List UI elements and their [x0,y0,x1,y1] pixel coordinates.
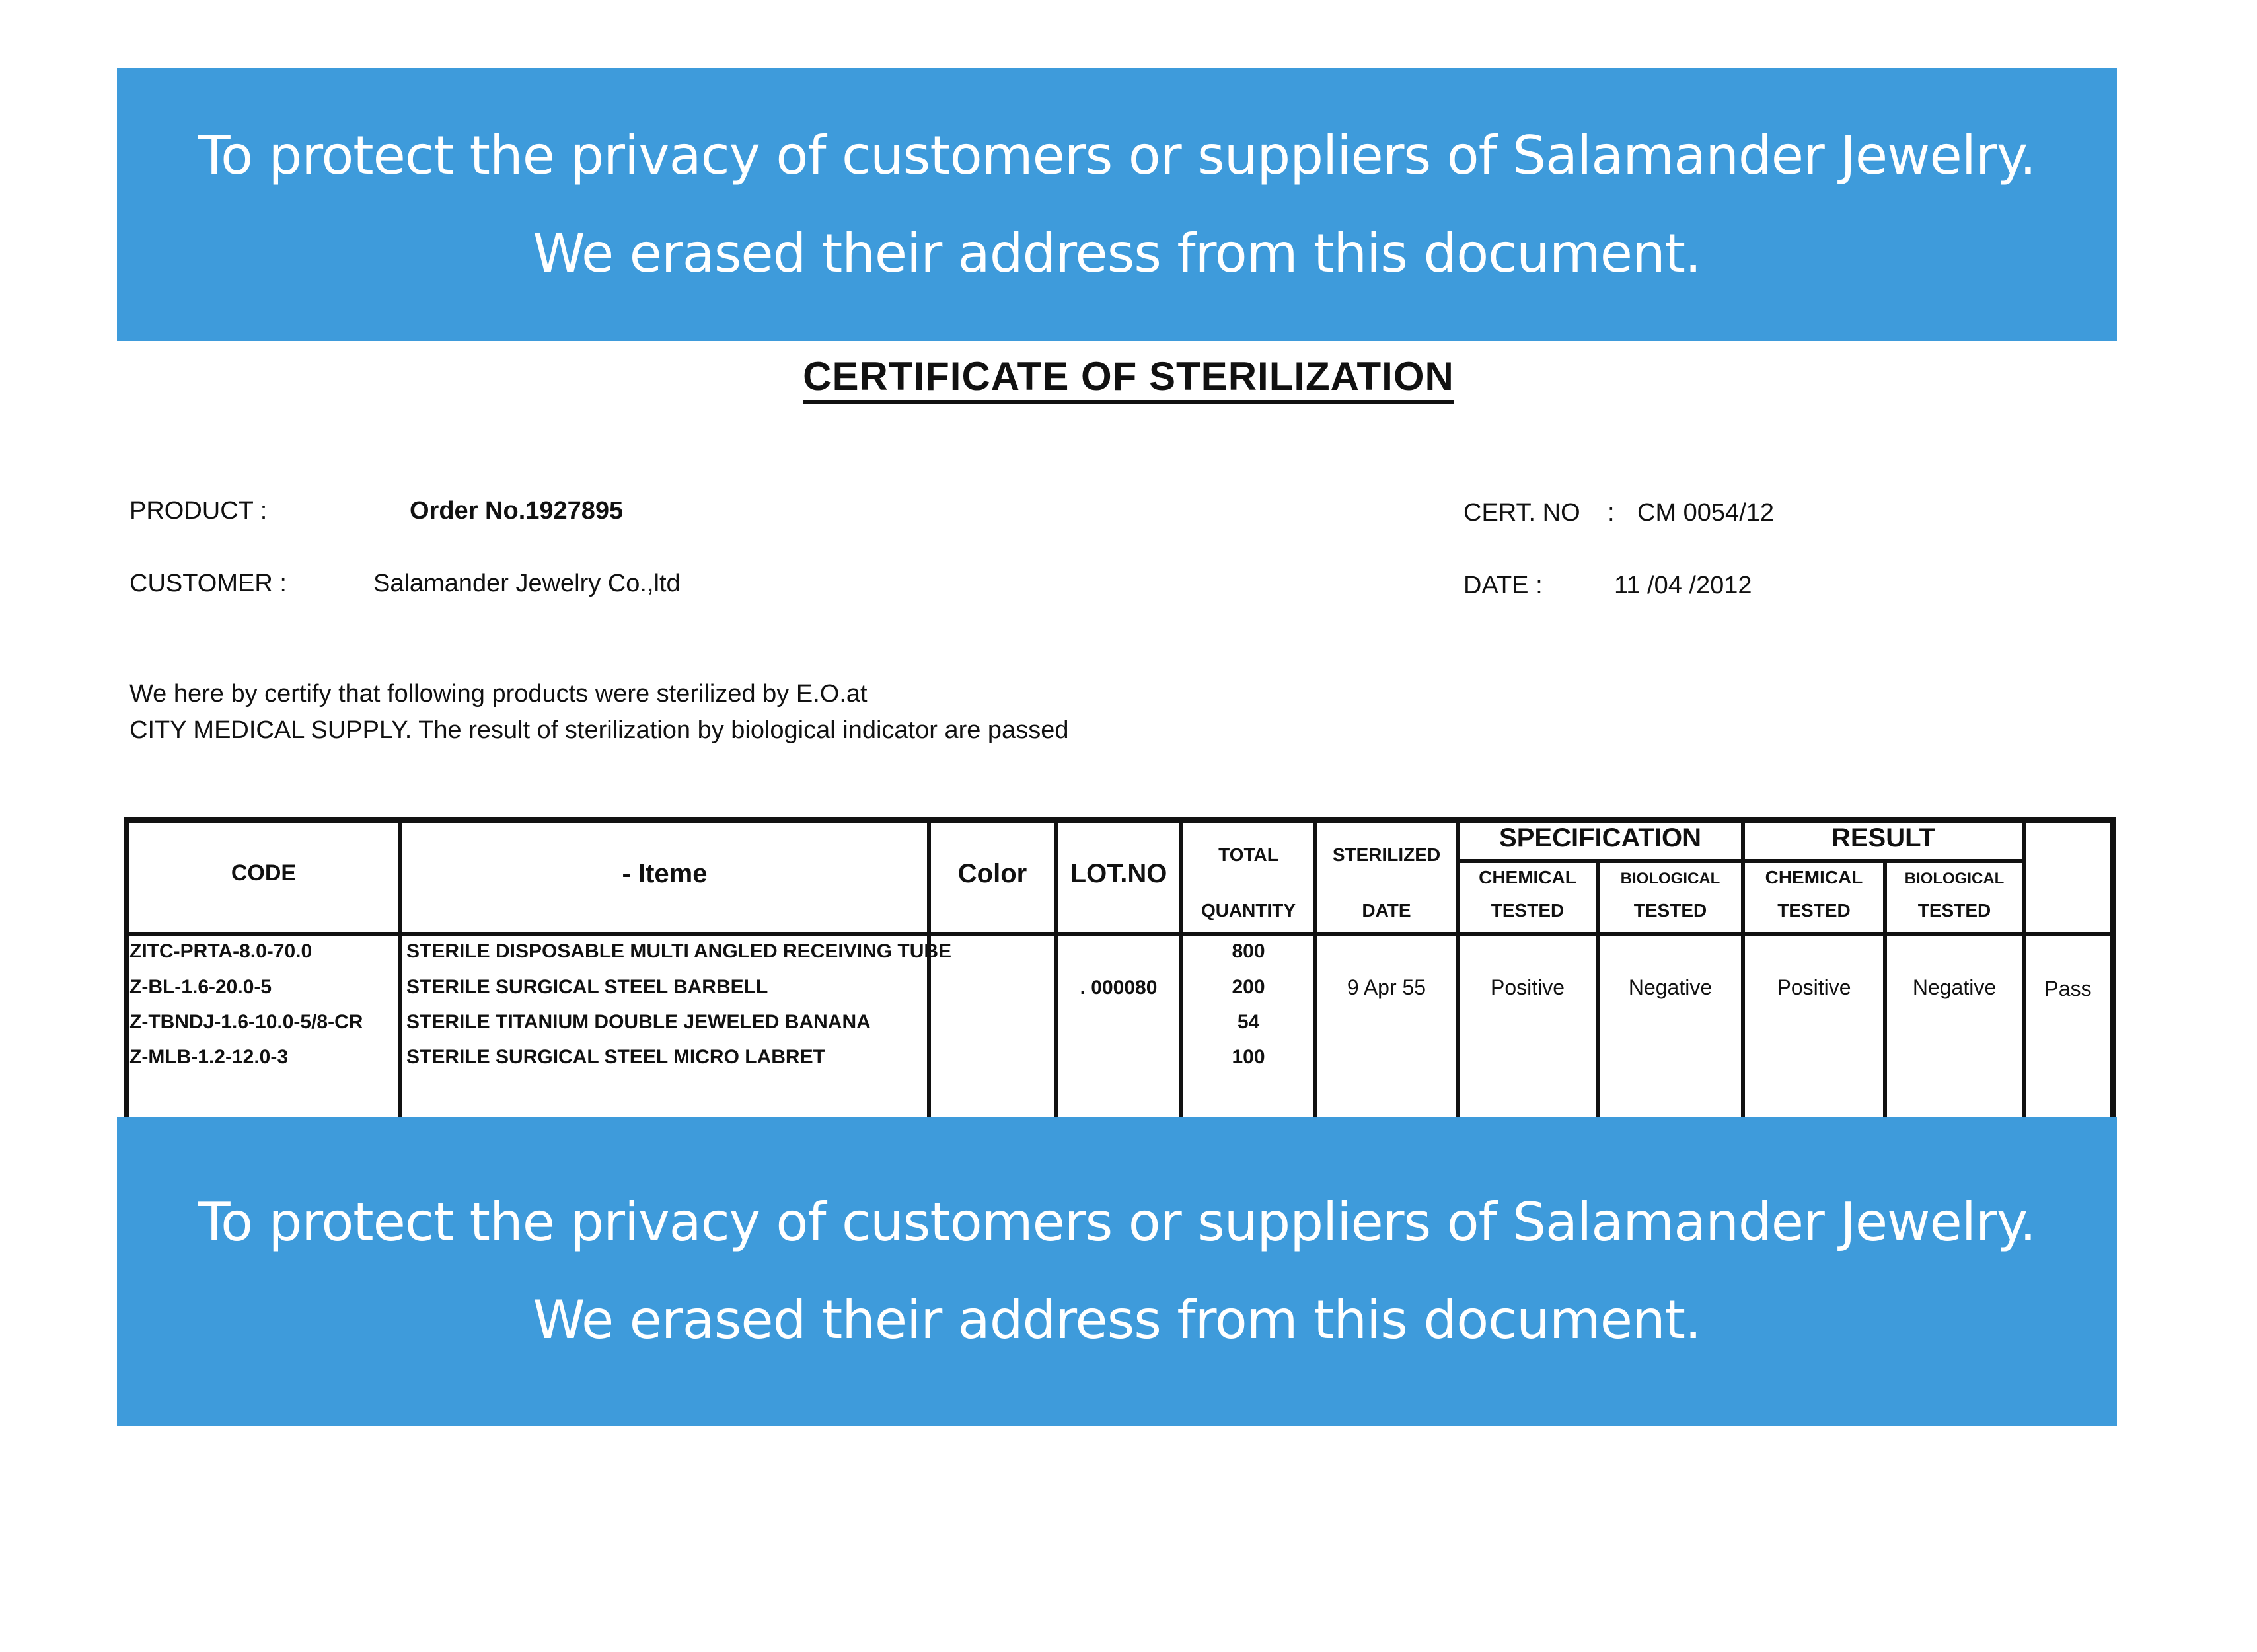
header-code: CODE [231,860,297,885]
customer-value: Salamander Jewelry Co.,ltd [373,570,681,597]
result-chemical-value: Positive [1777,975,1851,999]
header-date: DATE [1362,900,1411,920]
row-code: Z-TBNDJ-1.6-10.0-5/8-CR [130,1011,363,1033]
cert-no-label: CERT. NO [1463,499,1580,527]
header-spec-biological: BIOLOGICAL [1620,870,1720,887]
spec-chemical-value: Positive [1490,975,1565,999]
table-divider [1456,859,2022,863]
row-code: ZITC-PRTA-8.0-70.0 [130,940,313,962]
cert-no-separator: : [1608,499,1615,527]
table-divider [2022,817,2026,1117]
row-item: STERILE SURGICAL STEEL MICRO LABRET [406,1046,825,1068]
header-total: TOTAL [1218,845,1278,865]
header-color: Color [957,859,1027,888]
final-result: Pass [2044,977,2092,1000]
header-spec-chemical-tested: TESTED [1491,900,1565,920]
privacy-notice-line2: We erased their address from this document. [533,222,1701,284]
row-quantity: 100 [1232,1046,1265,1068]
privacy-notice-line1: To protect the privacy of customers or suppliers of Salamander Jewelry. [198,124,2036,186]
table-header-divider [124,932,2116,936]
row-quantity: 54 [1237,1011,1260,1033]
lot-number: . 000080 [1080,977,1158,998]
certification-statement [130,676,1068,749]
product-value: Order No.1927895 [410,497,624,525]
header-item: - Iteme [622,859,708,888]
document-title: CERTIFICATE OF STERILIZATION [0,354,2257,399]
header-spec-chemical: CHEMICAL [1479,867,1576,887]
row-quantity: 200 [1232,976,1265,998]
row-item: STERILE DISPOSABLE MULTI ANGLED RECEIVING TUBE [406,940,952,962]
header-specification: SPECIFICATION [1499,823,1701,852]
date-label: DATE : [1463,572,1543,599]
header-result-chemical: CHEMICAL [1765,867,1863,887]
row-item: STERILE SURGICAL STEEL BARBELL [406,976,768,998]
header-spec-biological-tested: TESTED [1633,900,1707,920]
header-quantity: QUANTITY [1201,900,1296,920]
privacy-notice-line1: To protect the privacy of customers or suppliers of Salamander Jewelry. [198,1191,2036,1253]
row-item: STERILE TITANIUM DOUBLE JEWELED BANANA [406,1011,871,1033]
sterilized-date: 9 Apr 55 [1347,975,1426,999]
row-quantity: 800 [1232,940,1265,962]
statement-line1: We here by certify that following products were sterilized by E.O.at [130,680,868,708]
header-lot-no: LOT.NO [1070,859,1167,888]
row-code: Z-BL-1.6-20.0-5 [130,976,272,998]
result-biological-value: Negative [1912,975,1997,999]
privacy-banner-bottom [117,1117,2117,1426]
header-sterilized: STERILIZED [1332,845,1441,865]
product-label: PRODUCT : [130,497,268,525]
spec-biological-value: Negative [1628,975,1713,999]
cert-no-value: CM 0054/12 [1637,499,1775,527]
row-code: Z-MLB-1.2-12.0-3 [130,1046,289,1068]
privacy-banner-top [117,68,2117,341]
statement-line2: CITY MEDICAL SUPPLY. The result of sterilization by biological indicator are passed [130,716,1069,744]
header-result-biological: BIOLOGICAL [1904,870,2005,887]
date-value: 11 /04 /2012 [1614,572,1752,599]
customer-label: CUSTOMER : [130,570,287,597]
header-result-chemical-tested: TESTED [1777,900,1851,920]
header-result-biological-tested: TESTED [1917,900,1991,920]
privacy-notice-line2: We erased their address from this document. [533,1289,1701,1351]
header-result: RESULT [1831,823,1936,852]
